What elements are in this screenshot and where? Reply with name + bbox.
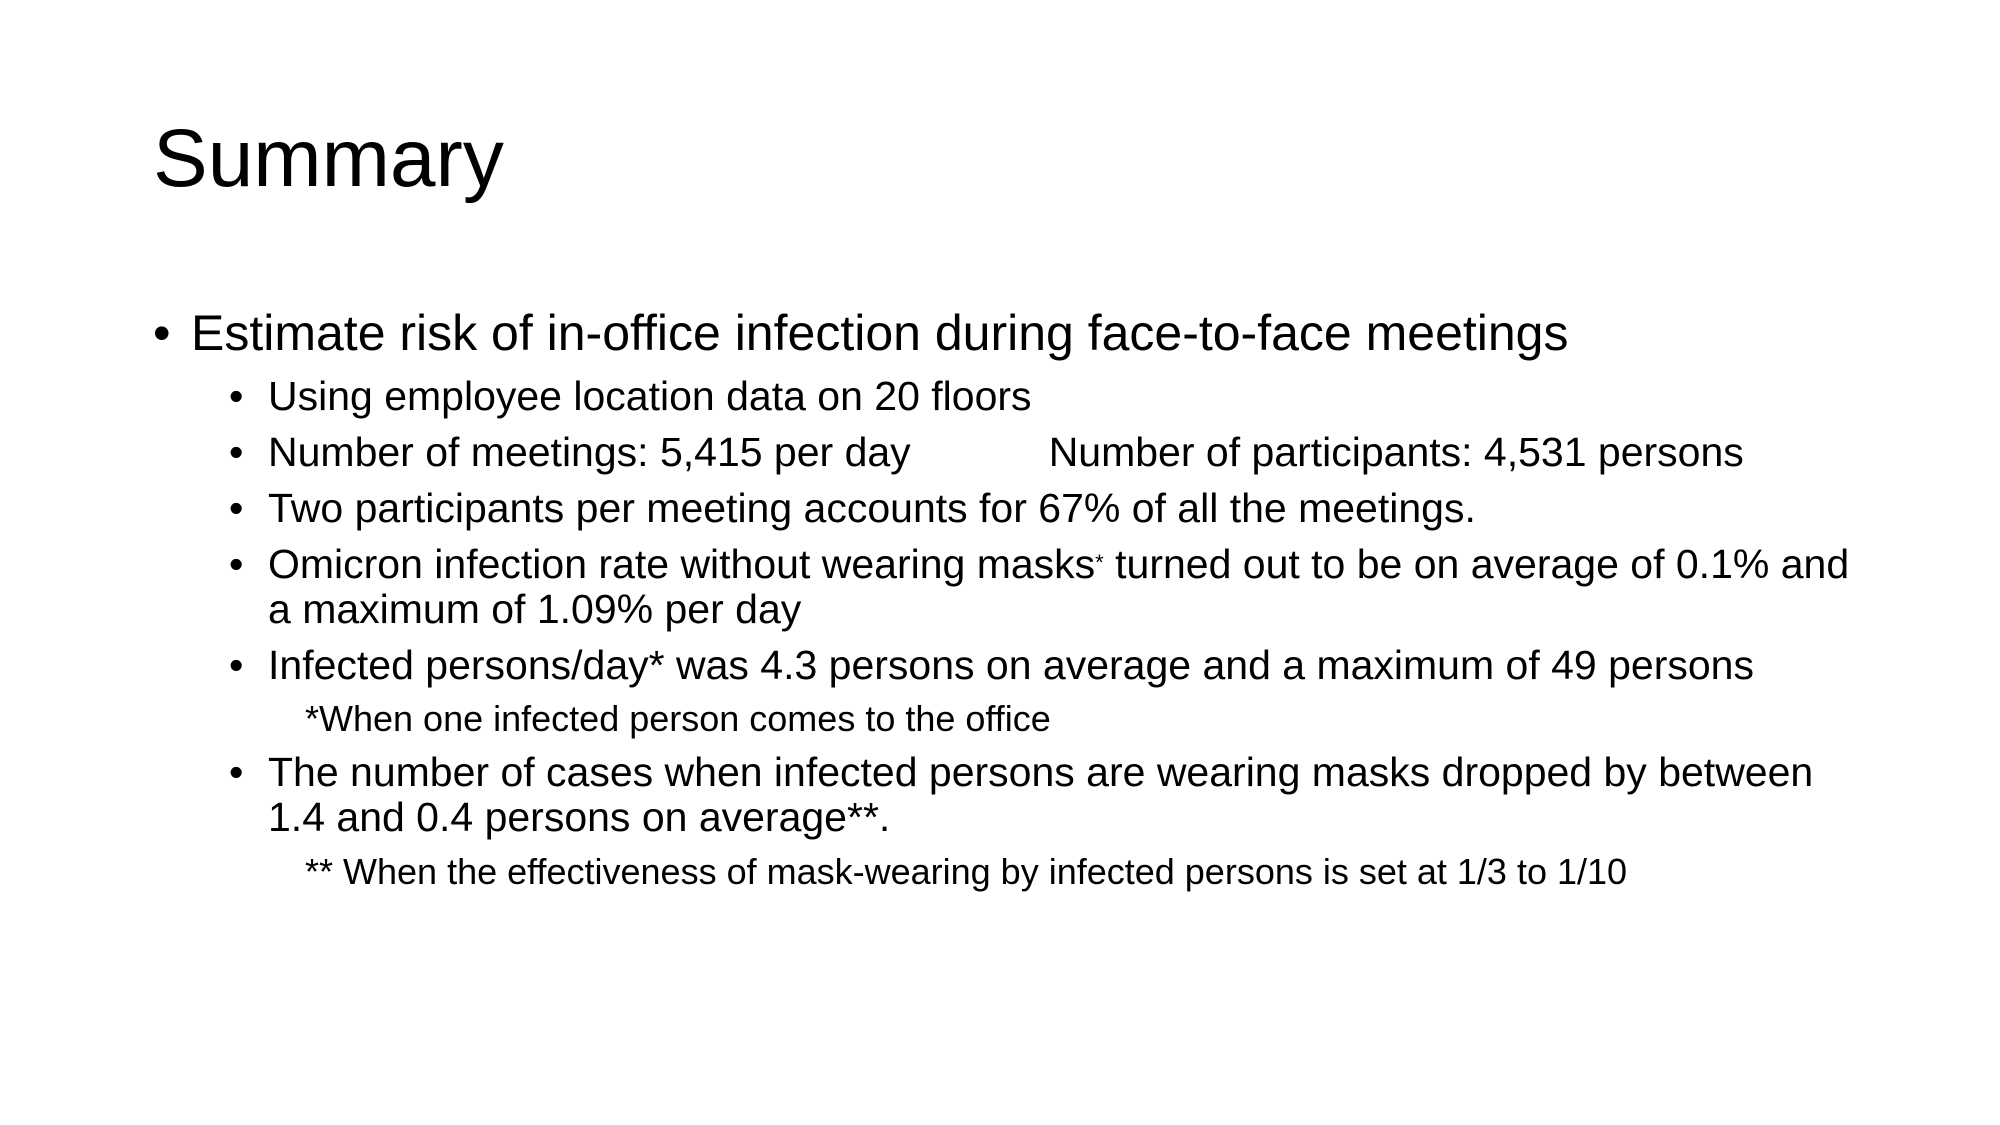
footnote-one-infected: *When one infected person comes to the office — [305, 698, 1051, 739]
sub-bullet-two-participants — [229, 486, 1879, 531]
sub-bullet-text: Using employee location data on 20 floors — [268, 373, 1032, 419]
sub-bullet-text — [268, 542, 1879, 632]
main-bullet — [153, 303, 1569, 363]
sub-bullet-text: Infected persons/day* was 4.3 persons on average and a maximum of 49 persons — [268, 642, 1754, 688]
sub-bullet-text-row — [268, 430, 1879, 475]
bullet-icon: • — [229, 749, 244, 795]
slide-title: Summary — [153, 113, 504, 204]
bullet-icon: • — [229, 485, 244, 531]
sub-bullet-text: The number of cases when infected persons are wearing masks dropped by between 1.4 and 0.4 persons on average**. — [268, 749, 1814, 840]
bullet-icon: • — [229, 642, 244, 688]
sub-bullet-infection-rate — [229, 542, 1879, 632]
infection-rate-text-1: Omicron infection rate without wearing masks — [268, 541, 1096, 587]
bullet-icon: • — [229, 373, 244, 419]
main-bullet-text: Estimate risk of in-office infection during face-to-face meetings — [191, 305, 1569, 361]
meetings-count-text: Number of meetings: 5,415 per day — [268, 429, 911, 475]
sub-bullet-infected-persons — [229, 643, 1879, 688]
footnote-marker: * — [1095, 550, 1104, 575]
sub-bullet-text: Two participants per meeting accounts for 67% of all the meetings. — [268, 485, 1476, 531]
bullet-icon: • — [153, 305, 171, 361]
footnote-mask-effectiveness: ** When the effectiveness of mask-wearing by infected persons is set at 1/3 to 1/10 — [305, 851, 1628, 892]
bullet-icon: • — [229, 541, 244, 587]
infection-rate-text-2: turned out to be on average of 0.1% and a maximum of 1.09% per day — [268, 541, 1850, 632]
sub-bullet-meetings — [229, 430, 1879, 475]
participants-count-text: Number of participants: 4,531 persons — [1048, 429, 1744, 475]
sub-bullet-location-data — [229, 374, 1879, 419]
sub-bullet-mask-cases — [229, 750, 1879, 840]
bullet-icon: • — [229, 429, 244, 475]
